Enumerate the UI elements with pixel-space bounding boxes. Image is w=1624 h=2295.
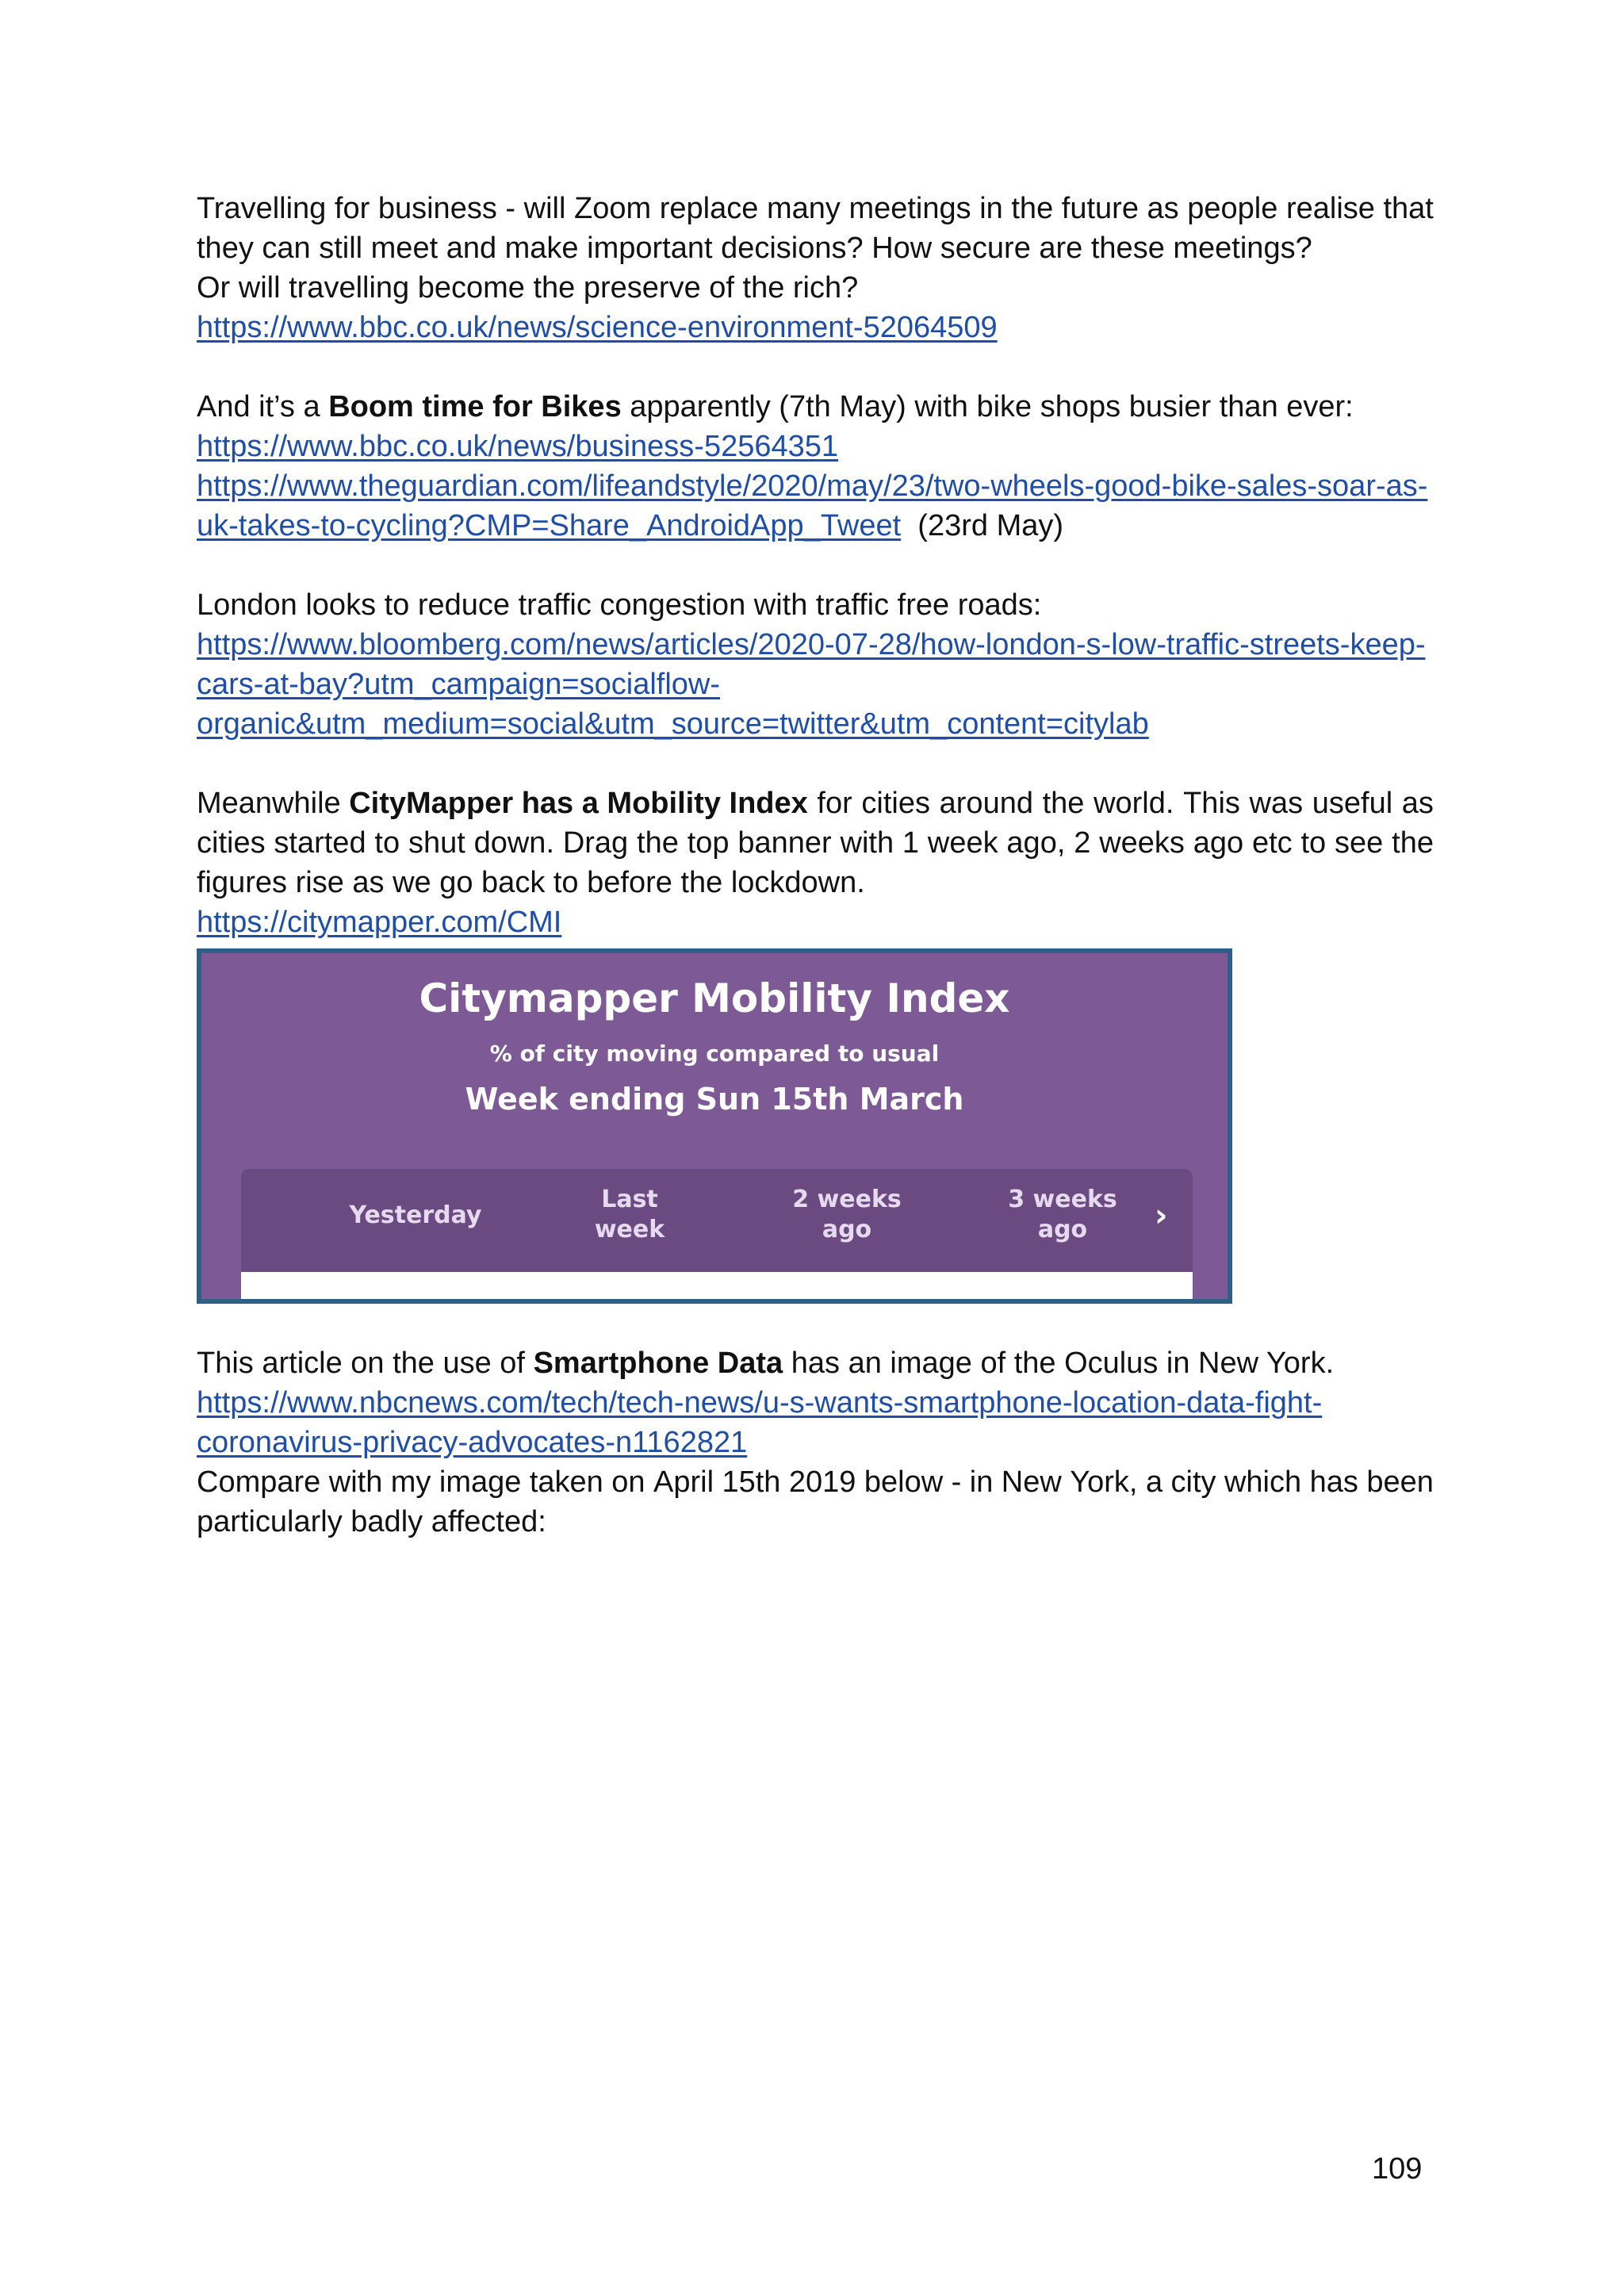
tab-label: week [594, 1216, 665, 1243]
word: Compare [197, 1466, 321, 1499]
word: York, [1070, 1466, 1138, 1499]
word: Travelling [197, 192, 327, 225]
word: 1 [902, 826, 920, 860]
chevron-right-icon: › [1155, 1197, 1168, 1234]
word: - [951, 1466, 962, 1499]
text-run: apparently (7th May) with bike shops busier than ever: [621, 390, 1354, 423]
tab-label: Last [601, 1186, 658, 1213]
paragraph-london-traffic [197, 585, 1434, 744]
bold-phrase: Smartphone Data [533, 1347, 783, 1380]
word: was [1249, 787, 1304, 820]
word: a [1145, 1466, 1163, 1499]
tab-2-weeks-ago [768, 1185, 926, 1245]
bloomberg-link-line3[interactable]: organic&utm_medium=social&utm_source=twitter&utm_content=citylab [197, 707, 1149, 741]
word: in [979, 192, 1003, 225]
word: the [1392, 826, 1434, 860]
word: has [1309, 1466, 1358, 1499]
paragraph-line [197, 189, 1434, 228]
bold-phrase: CityMapper has a Mobility Index [349, 787, 808, 820]
word: top [687, 826, 730, 860]
word: taken [529, 1466, 603, 1499]
word: city [1170, 1466, 1216, 1499]
paragraph-line [197, 387, 1434, 427]
word: meetings [848, 192, 971, 225]
word: world. [1094, 787, 1174, 820]
word: useful [1312, 787, 1393, 820]
word: ago, [1006, 826, 1066, 860]
word: been [1366, 1466, 1434, 1499]
word: shut [408, 826, 465, 860]
word: 15th [722, 1466, 781, 1499]
word: the [1042, 787, 1085, 820]
word: - [505, 192, 516, 225]
word: people [1187, 192, 1278, 225]
paragraph-smartphone-data [197, 1343, 1434, 1542]
tab-label: 2 weeks [792, 1186, 902, 1213]
citymapper-period-tabs [241, 1169, 1193, 1272]
word: business [377, 192, 497, 225]
word: 2 [1074, 826, 1091, 860]
word: will [523, 192, 566, 225]
word: Drag [562, 826, 629, 860]
bloomberg-link-line1[interactable]: https://www.bloomberg.com/news/articles/2020-07-28/how-london-s-low-traffic-streets-keep- [197, 628, 1426, 661]
paragraph-line [197, 1343, 1434, 1383]
word: for [817, 787, 852, 820]
citymapper-cmi-link[interactable]: https://citymapper.com/CMI [197, 906, 562, 939]
word: in [969, 1466, 994, 1499]
tab-label: ago [1037, 1216, 1088, 1243]
bbc-business-link[interactable]: https://www.bbc.co.uk/news/business-52564351 [197, 430, 839, 463]
text-run: has an image of the Oculus in New York. [783, 1347, 1335, 1380]
word: New [1001, 1466, 1062, 1499]
word: around [939, 787, 1033, 820]
paragraph-line: London looks to reduce traffic congestion with traffic free roads: [197, 588, 1042, 622]
text-run: This article on the use of [197, 1347, 534, 1380]
word: cities [861, 787, 930, 820]
nbc-link-line1[interactable]: https://www.nbcnews.com/tech/tech-news/u-s-wants-smartphone-location-data-fight- [197, 1386, 1323, 1420]
word: below [864, 1466, 944, 1499]
word: see [1335, 826, 1384, 860]
word: replace [659, 192, 759, 225]
word: as [1401, 787, 1434, 820]
word: the [1011, 192, 1054, 225]
citymapper-image-body [201, 953, 1228, 1299]
tab-last-week [550, 1185, 709, 1245]
word: as [1147, 192, 1179, 225]
word: for [334, 192, 370, 225]
citymapper-subtitle: % of city moving compared to usual [489, 1040, 940, 1067]
paragraph-line: they can still meet and make important decisions? How secure are these meetings? [197, 232, 1312, 265]
word: etc [1251, 826, 1293, 860]
word: with [328, 1466, 383, 1499]
word: down. [473, 826, 554, 860]
bold-phrase: Boom time for Bikes [328, 390, 622, 423]
date-note: (23rd May) [901, 509, 1064, 542]
citymapper-mobility-image [197, 948, 1232, 1304]
nbc-link-line2[interactable]: coronavirus-privacy-advocates-n1162821 [197, 1426, 748, 1459]
word: April [653, 1466, 714, 1499]
word: cities [197, 826, 266, 860]
word: which [1224, 1466, 1302, 1499]
word: image [439, 1466, 522, 1499]
tab-yesterday [336, 1201, 495, 1231]
guardian-link-line1[interactable]: https://www.theguardian.com/lifeandstyle/2020/may/23/two-wheels-good-bike-sales-soar-as- [197, 469, 1428, 503]
citymapper-week-label: Week ending Sun 15th March [465, 1082, 964, 1117]
paragraph-citymapper [197, 784, 1434, 942]
word: Zoom [574, 192, 652, 225]
paragraph-line [197, 1462, 1434, 1502]
document-body [197, 189, 1434, 982]
page-number: 109 [1372, 2152, 1423, 2186]
word: realise [1285, 192, 1375, 225]
word: on [611, 1466, 645, 1499]
paragraph-business-travel [197, 189, 1434, 347]
paragraph-bikes [197, 387, 1434, 546]
citymapper-white-strip [241, 1272, 1193, 1299]
bloomberg-link-line2[interactable]: cars-at-bay?utm_campaign=socialflow- [197, 668, 721, 701]
word: many [766, 192, 841, 225]
word: that [1383, 192, 1434, 225]
citymapper-title: Citymapper Mobility Index [419, 975, 1010, 1021]
word: banner [737, 826, 832, 860]
word: my [390, 1466, 431, 1499]
word: to [1300, 826, 1327, 860]
paragraph-line: figures rise as we go back to before the lockdown. [197, 866, 865, 899]
guardian-link-line2[interactable]: uk-takes-to-cycling?CMP=Share_AndroidApp_Tweet [197, 509, 902, 542]
tab-3-weeks-ago [983, 1185, 1142, 1245]
text-run: And it’s a [197, 390, 329, 423]
word: 2019 [788, 1466, 856, 1499]
bbc-science-link[interactable]: https://www.bbc.co.uk/news/science-environment-52064509 [197, 311, 998, 344]
word: weeks [1099, 826, 1185, 860]
paragraph-line [197, 784, 1434, 823]
line-prefix [197, 784, 808, 823]
word: future [1061, 192, 1139, 225]
paragraph-line [197, 506, 1434, 546]
word: to [374, 826, 400, 860]
tab-label: ago [822, 1216, 872, 1243]
paragraph-line [197, 823, 1434, 863]
tab-label: Yesterday [349, 1201, 482, 1229]
word: ago [1193, 826, 1244, 860]
paragraph-line: particularly badly affected: [197, 1505, 546, 1538]
word: week [927, 826, 998, 860]
word: started [274, 826, 366, 860]
word: This [1183, 787, 1240, 820]
paragraph-line: Or will travelling become the preserve of the rich? [197, 271, 859, 305]
tab-label: 3 weeks [1008, 1186, 1117, 1213]
word: with [840, 826, 894, 860]
text-run: Meanwhile [197, 787, 350, 820]
word: the [637, 826, 679, 860]
